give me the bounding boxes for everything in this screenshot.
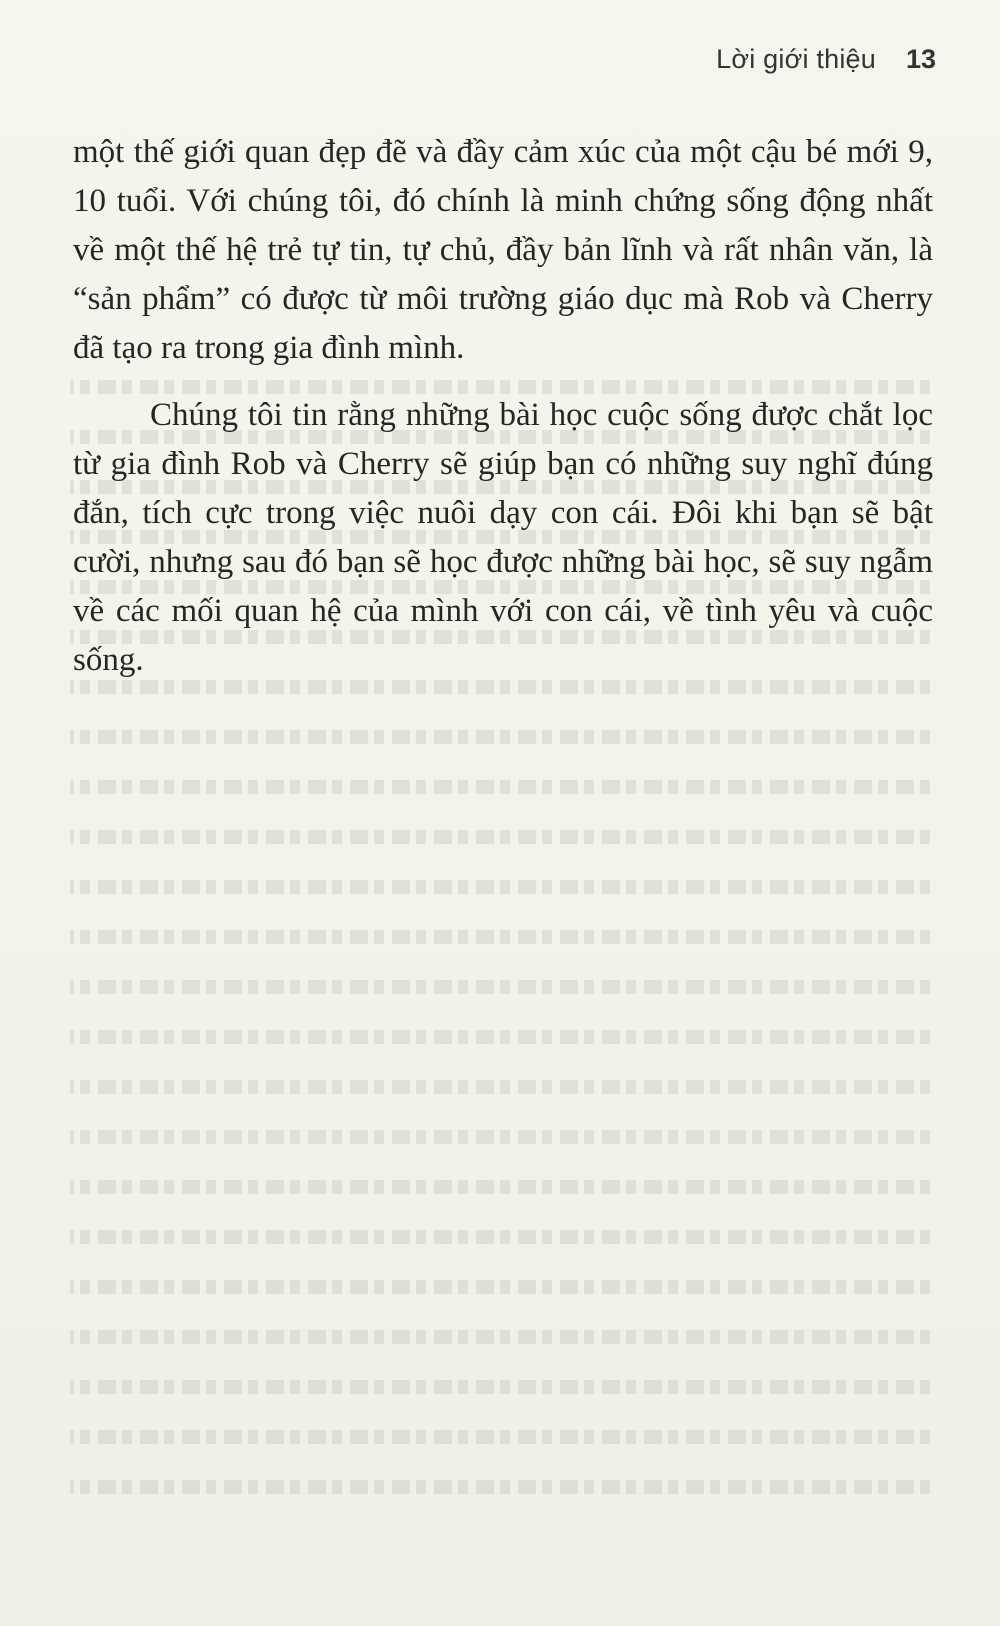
paragraph-1: một thế giới quan đẹp đẽ và đầy cảm xúc của một cậu bé mới 9, 10 tuổi. Với chúng tôi, đó chính là minh chứng sống động nhất về một thế hệ trẻ tự tin, tự chủ, đầy bản lĩnh và rất nhân văn, là “sản phẩm” có được từ môi trường giáo dục mà Rob và Cherry đã tạo ra trong gia đình mình. [73,134,933,366]
running-header [716,44,936,75]
section-title: Lời giới thiệu [716,44,876,74]
body-text [73,128,933,703]
paragraph-2: Chúng tôi tin rằng những bài học cuộc sống được chắt lọc từ gia đình Rob và Cherry sẽ giúp bạn có những suy nghĩ đúng đắn, tích cực trong việc nuôi dạy con cái. Đôi khi bạn sẽ bật cười, nhưng sau đó bạn sẽ học được những bài học, sẽ suy ngẫm về các mối quan hệ của mình với con cái, về tình yêu và cuộc sống. [73,397,933,678]
page-number: 13 [905,44,936,74]
